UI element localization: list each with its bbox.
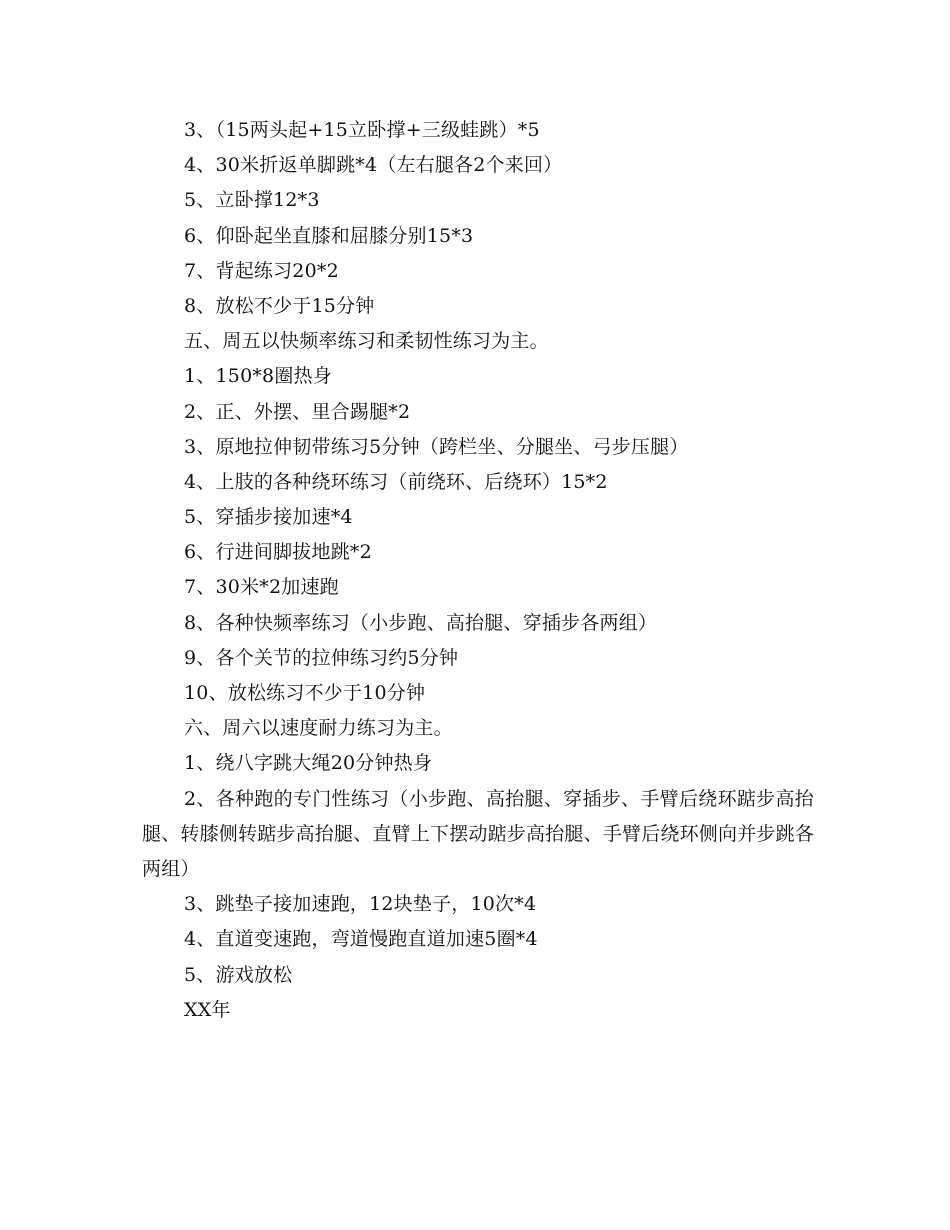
list-item: 3、原地拉伸韧带练习5分钟（跨栏坐、分腿坐、弓步压腿）	[184, 435, 689, 458]
list-item: 9、各个关节的拉伸练习约5分钟	[184, 646, 459, 669]
list-item-paragraph: 2、各种跑的专门性练习（小步跑、高抬腿、穿插步、手臂后绕环踮步高抬腿、转膝侧转踮步高抬腿、直臂上下摆动踮步高抬腿、手臂后绕环侧向并步跳各两组）	[142, 787, 815, 880]
list-item: 5、穿插步接加速*4	[184, 506, 353, 529]
section-heading-friday: 五、周五以快频率练习和柔韧性练习为主。	[184, 330, 549, 353]
list-item: 7、30米*2加速跑	[184, 576, 339, 599]
list-item: 1、150*8圈热身	[184, 365, 332, 388]
list-item: 5、立卧撑12*3	[184, 189, 320, 212]
list-item: 2、正、外摆、里合踢腿*2	[184, 400, 411, 423]
list-item: 10、放松练习不少于10分钟	[184, 682, 426, 704]
list-item: 7、背起练习20*2	[184, 259, 339, 282]
document-date: XX年	[184, 998, 231, 1021]
list-item: 6、仰卧起坐直膝和屈膝分别15*3	[184, 224, 474, 247]
document-body	[142, 113, 814, 1028]
list-item: 1、绕八字跳大绳20分钟热身	[184, 752, 433, 775]
list-item: 4、上肢的各种绕环练习（前绕环、后绕环）15*2	[184, 470, 608, 493]
list-item: 4、30米折返单脚跳*4（左右腿各2个来回）	[184, 154, 563, 177]
list-item: 4、直道变速跑，弯道慢跑直道加速5圈*4	[184, 928, 538, 951]
list-item: 8、放松不少于15分钟	[184, 294, 375, 317]
list-item: 5、游戏放松	[184, 963, 293, 986]
list-item: 6、行进间脚拔地跳*2	[184, 541, 372, 564]
list-item: 8、各种快频率练习（小步跑、高抬腿、穿插步各两组）	[184, 611, 658, 634]
list-item: 3、跳垫子接加速跑，12块垫子，10次*4	[184, 893, 537, 916]
section-heading-saturday: 六、周六以速度耐力练习为主。	[184, 717, 453, 740]
list-item: 3、（15两头起+15立卧撑+三级蛙跳）*5	[184, 119, 540, 141]
